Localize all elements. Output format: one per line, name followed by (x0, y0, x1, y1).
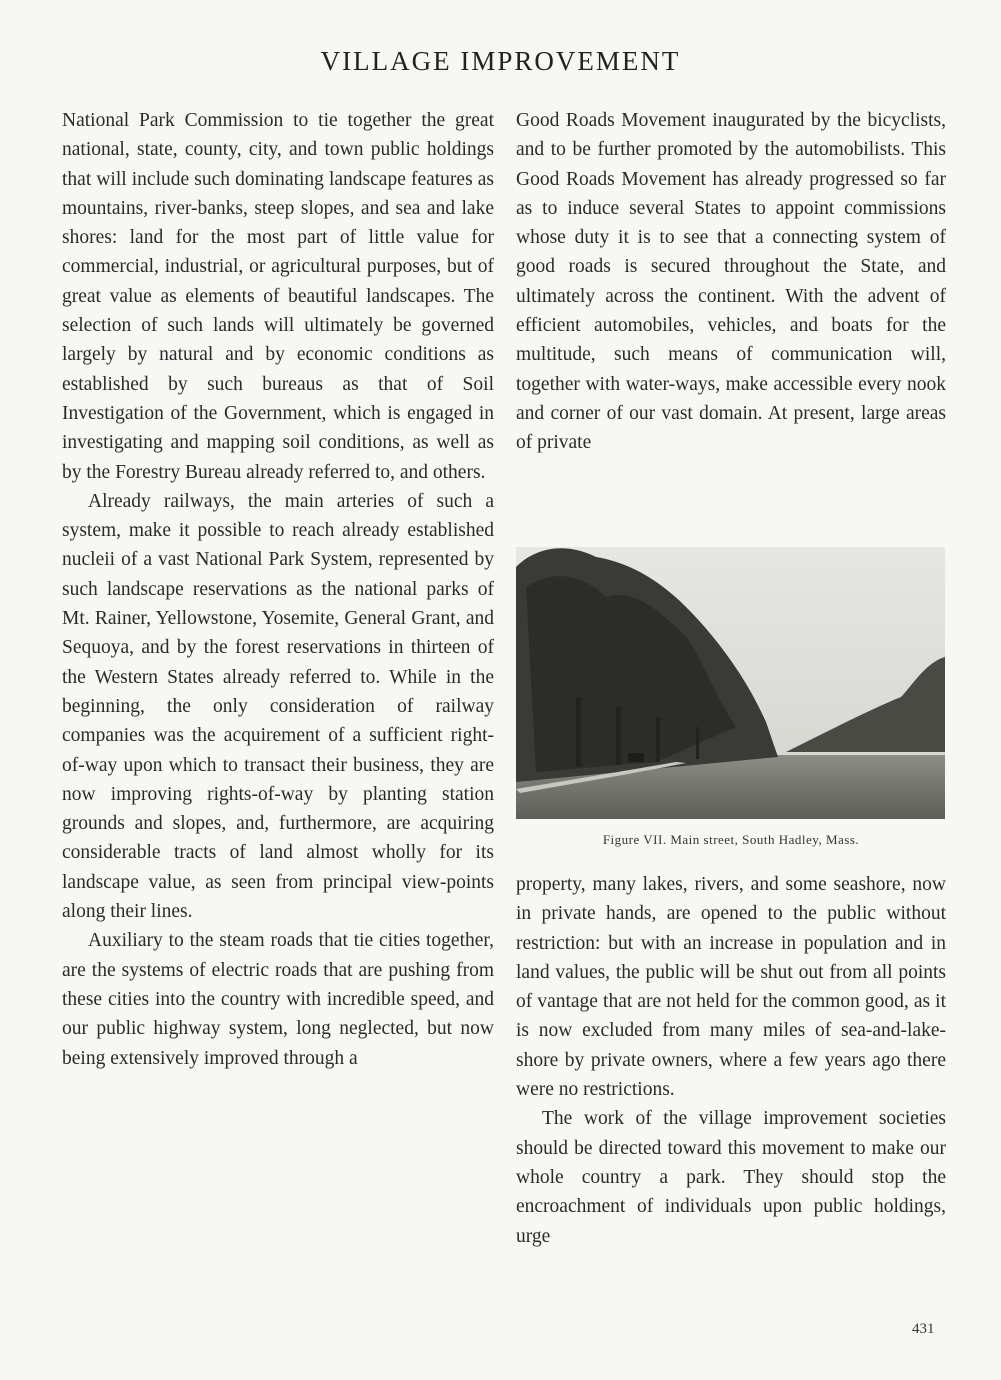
figure-photo (516, 547, 945, 819)
paragraph: property, many lakes, rivers, and some seashore, now in private hands, are opened to the public without restriction: but with an increase in population and in land values, the public will be shut out from all points of vantage that are not held for the common good, as it is now excluded from many miles of sea-and-lake-shore by private owners, where a few years ago there were no restrictions. (516, 874, 946, 1101)
right-column-top (516, 106, 946, 458)
left-column (62, 106, 494, 1073)
figure-caption: Figure VII. Main street, South Hadley, Mass. (602, 832, 860, 847)
paragraph: Good Roads Movement inaugurated by the bicyclists, and to be further promoted by the automobilists. This Good Roads Movement has already progressed so far as to induce several States to appoint commissions whose duty it is to see that a connecting system of good roads is secured throughout the State, and ultimately across the continent. With the advent of efficient automobiles, vehicles, and boats for the multitude, such means of communication will, together with water-ways, make accessible every nook and corner of our vast domain. At present, large areas of private (516, 110, 946, 454)
paragraph: National Park Commission to tie together the great national, state, county, city, and town public holdings that will include such dominating landscape features as mountains, river-banks, steep slopes, and sea and lake shores: land for the most part of little value for commercial, industrial, or agricultural purposes, but of great value as elements of beautiful landscapes. The selection of such lands will ultimately be governed largely by natural and by economic conditions as established by such bureaus as that of Soil Investigation of the Government, which is engaged in investigating and mapping soil conditions, as well as by the Forestry Bureau already referred to, and others. (62, 110, 494, 483)
street-photo-illustration (516, 547, 945, 819)
page-title: VILLAGE IMPROVEMENT (320, 46, 681, 76)
page-number: 431 (912, 1321, 935, 1337)
paragraph: Auxiliary to the steam roads that tie cities together, are the systems of electric roads that are pushing from these cities into the country with incredible speed, and our public highway system, long neglected, but now being extensively improved through a (62, 930, 494, 1069)
paragraph: Already railways, the main arteries of such a system, make it possible to reach already established nucleii of a vast National Park System, represented by such landscape reservations as the national parks of Mt. Rainer, Yellowstone, Yosemite, General Grant, and Sequoya, and by the forest reservations in thirteen of the Western States already referred to. While in the beginning, the only consideration of railway companies was the acquirement of a sufficient right-of-way upon which to transact their business, they are now improving rights-of-way by planting station grounds and slopes, and, furthermore, are acquiring considerable tracts of land almost wholly for its landscape value, as seen from principal view-points along their lines. (62, 490, 494, 923)
paragraph: The work of the village improvement societies should be directed toward this movement to make our whole country a park. They should stop the encroachment of individuals upon public holdings, urge (516, 1108, 946, 1247)
right-column-bottom (516, 870, 946, 1251)
